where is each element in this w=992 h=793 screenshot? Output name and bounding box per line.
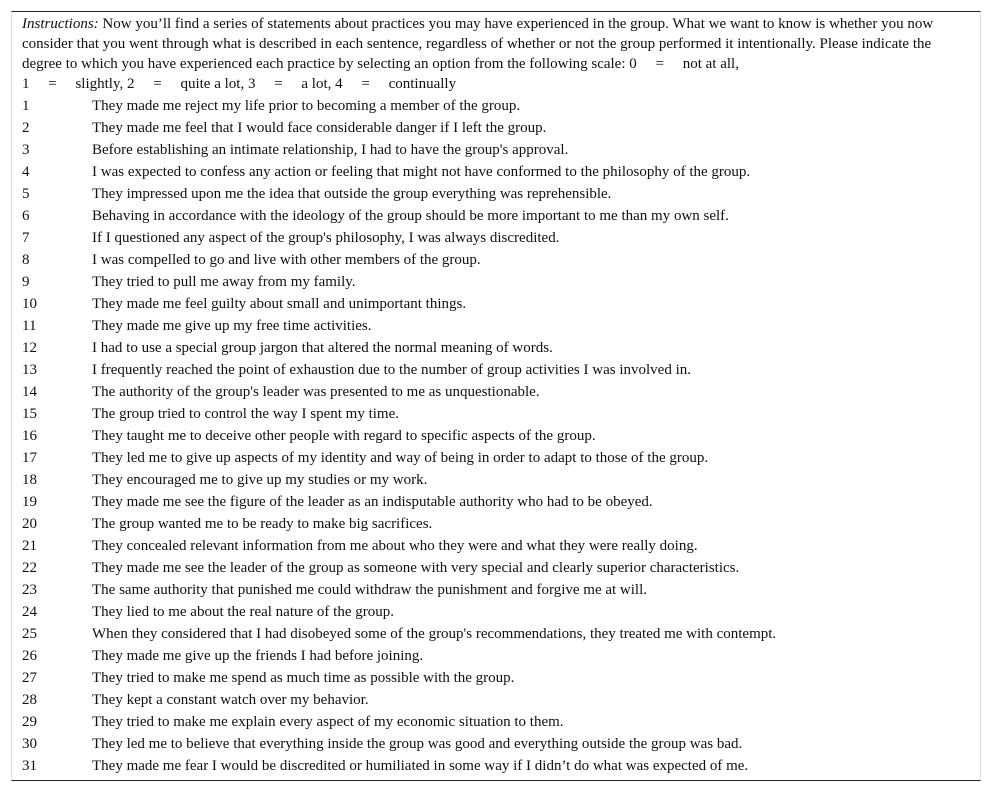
item-number: 3 [22, 142, 30, 158]
item-statement: They taught me to deceive other people with regard to specific aspects of the group. [92, 428, 596, 444]
item-statement: They impressed upon me the idea that outside the group everything was reprehensible. [92, 186, 612, 202]
table-row [22, 206, 972, 228]
table-row [22, 668, 972, 690]
item-statement: They made me feel that I would face considerable danger if I left the group. [92, 120, 547, 136]
table-row [22, 162, 972, 184]
item-statement: The group tried to control the way I spent my time. [92, 406, 400, 422]
item-statement: Behaving in accordance with the ideology of the group should be more important to me than my own self. [92, 208, 729, 224]
item-statement: They made me reject my life prior to becoming a member of the group. [92, 98, 521, 114]
table-row [22, 536, 972, 558]
item-statement: They tried to make me spend as much time as possible with the group. [92, 670, 515, 686]
item-number: 22 [22, 560, 37, 576]
table-row [22, 228, 972, 250]
table-row [22, 602, 972, 624]
item-number: 28 [22, 692, 37, 708]
item-statement: I was compelled to go and live with other members of the group. [92, 252, 481, 268]
item-number: 24 [22, 604, 37, 620]
item-number: 31 [22, 758, 37, 774]
instructions-paragraph [22, 14, 962, 74]
table-row [22, 316, 972, 338]
item-statement: They encouraged me to give up my studies or my work. [92, 472, 428, 488]
item-statement: They tried to make me explain every aspect of my economic situation to them. [92, 714, 564, 730]
table-row [22, 756, 972, 778]
questionnaire-table [11, 11, 981, 781]
item-statement: The authority of the group's leader was presented to me as unquestionable. [92, 384, 540, 400]
table-row [22, 360, 972, 382]
instructions-text: Now you’ll find a series of statements about practices you may have experienced in the group. What we want to know is whether you now consider that you went through what is described in each sentence, regardless of whether or not the group performed it intentionally. Please indicate the degree to which you have experienced each practice by selecting an option from the following scale: 0 = not at all, [22, 16, 934, 72]
item-statement: They led me to give up aspects of my identity and way of being in order to adapt to those of the group. [92, 450, 709, 466]
item-statement: They made me see the leader of the group as someone with very special and clearly superior characteristics. [92, 560, 740, 576]
item-statement: I frequently reached the point of exhaustion due to the number of group activities I was involved in. [92, 362, 691, 378]
table-row [22, 558, 972, 580]
item-number: 16 [22, 428, 37, 444]
item-number: 5 [22, 186, 30, 202]
item-number: 15 [22, 406, 37, 422]
item-number: 4 [22, 164, 30, 180]
item-number: 19 [22, 494, 37, 510]
scale-definition: 1 = slightly, 2 = quite a lot, 3 = a lot, 4 = continually [22, 76, 457, 92]
item-number: 2 [22, 120, 30, 136]
item-number: 10 [22, 296, 37, 312]
table-row [22, 250, 972, 272]
table-row [22, 514, 972, 536]
item-statement: They lied to me about the real nature of the group. [92, 604, 394, 620]
item-statement: They made me give up the friends I had before joining. [92, 648, 424, 664]
item-statement: When they considered that I had disobeyed some of the group's recommendations, they treated me with contempt. [92, 626, 777, 642]
instructions-label: Instructions: [22, 16, 99, 32]
item-statement: I had to use a special group jargon that altered the normal meaning of words. [92, 340, 553, 356]
table-row [22, 426, 972, 448]
item-number: 6 [22, 208, 30, 224]
table-row [22, 646, 972, 668]
table-row [22, 690, 972, 712]
item-number: 29 [22, 714, 37, 730]
item-number: 23 [22, 582, 37, 598]
item-statement: They made me give up my free time activities. [92, 318, 372, 334]
table-row [22, 404, 972, 426]
item-number: 25 [22, 626, 37, 642]
table-row [22, 470, 972, 492]
item-number: 7 [22, 230, 30, 246]
item-statement: They concealed relevant information from me about who they were and what they were really doing. [92, 538, 698, 554]
item-number: 8 [22, 252, 30, 268]
item-number: 9 [22, 274, 30, 290]
item-statement: The same authority that punished me could withdraw the punishment and forgive me at will. [92, 582, 648, 598]
table-row [22, 712, 972, 734]
item-statement: They made me fear I would be discredited or humiliated in some way if I didn’t do what was expected of me. [92, 758, 749, 774]
table-row [22, 272, 972, 294]
table-row [22, 580, 972, 602]
item-number: 26 [22, 648, 37, 664]
item-statement: They kept a constant watch over my behavior. [92, 692, 369, 708]
table-row [22, 624, 972, 646]
table-row [22, 96, 972, 118]
item-statement: They made me feel guilty about small and unimportant things. [92, 296, 467, 312]
item-number: 20 [22, 516, 37, 532]
item-number: 14 [22, 384, 37, 400]
item-statement: Before establishing an intimate relationship, I had to have the group's approval. [92, 142, 569, 158]
item-statement: They made me see the figure of the leader as an indisputable authority who had to be obeyed. [92, 494, 653, 510]
item-number: 13 [22, 362, 37, 378]
item-number: 27 [22, 670, 37, 686]
items-list [22, 96, 972, 778]
item-number: 1 [22, 98, 30, 114]
item-statement: They led me to believe that everything inside the group was good and everything outside the group was bad. [92, 736, 743, 752]
table-row [22, 382, 972, 404]
item-statement: If I questioned any aspect of the group's philosophy, I was always discredited. [92, 230, 560, 246]
table-row [22, 294, 972, 316]
table-row [22, 338, 972, 360]
item-number: 18 [22, 472, 37, 488]
item-number: 11 [22, 318, 37, 334]
table-row [22, 492, 972, 514]
table-row [22, 448, 972, 470]
table-row [22, 118, 972, 140]
item-statement: They tried to pull me away from my family. [92, 274, 356, 290]
item-statement: The group wanted me to be ready to make big sacrifices. [92, 516, 433, 532]
table-row [22, 734, 972, 756]
item-number: 12 [22, 340, 37, 356]
table-row [22, 184, 972, 206]
item-number: 30 [22, 736, 37, 752]
item-number: 21 [22, 538, 37, 554]
item-number: 17 [22, 450, 37, 466]
table-row [22, 140, 972, 162]
item-statement: I was expected to confess any action or feeling that might not have conformed to the philosophy of the group. [92, 164, 751, 180]
